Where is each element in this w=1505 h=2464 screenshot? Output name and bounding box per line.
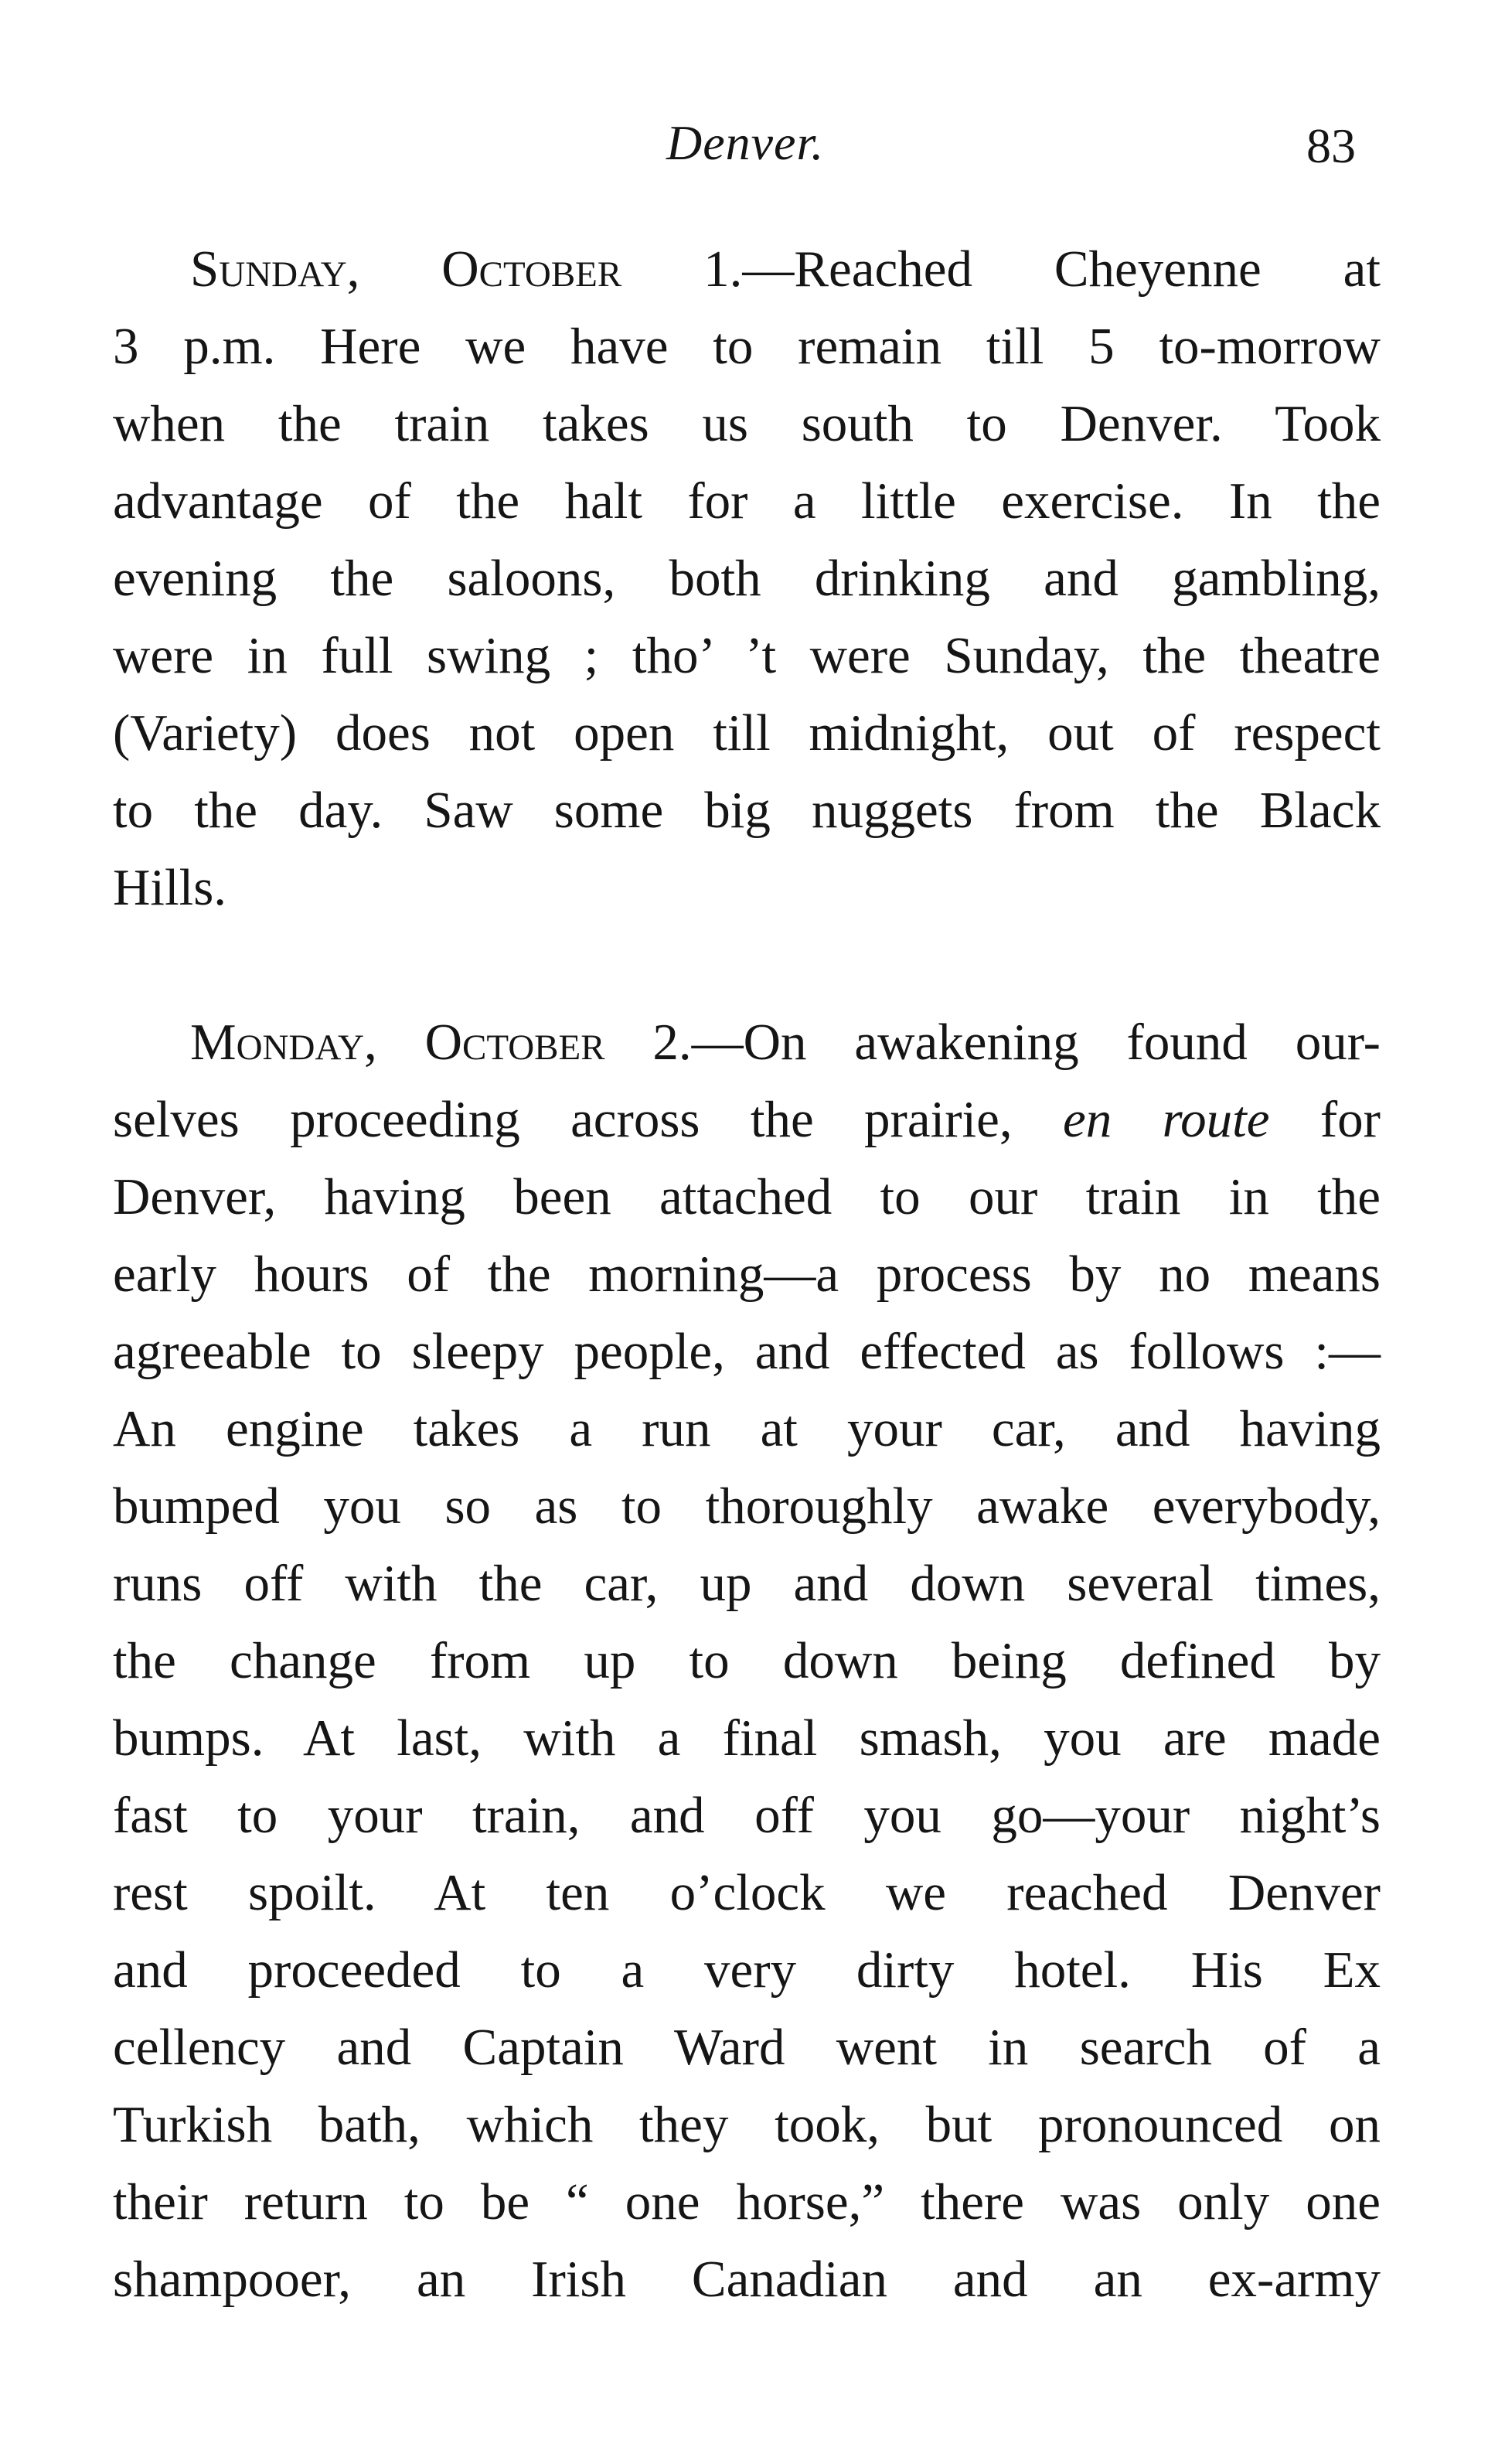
text-line xyxy=(113,230,1381,308)
text-line: the change from up to down being defined by xyxy=(113,1632,1381,1689)
text-line: (Variety) does not open till midnight, out of respect xyxy=(113,704,1381,762)
body-text xyxy=(113,230,1381,2318)
text-line: advantage of the halt for a little exercise. In the xyxy=(113,472,1381,530)
text-line: were in full swing ; tho’ ’t were Sunday, the theatre xyxy=(113,627,1381,684)
text-line xyxy=(113,1004,1381,1081)
text-line: cellency and Captain Ward went in search of a xyxy=(113,2019,1381,2076)
text-line: their return to be “ one horse,” there was only one xyxy=(113,2173,1381,2231)
text-line: when the train takes us south to Denver. Took xyxy=(113,395,1381,452)
text-line: bumps. At last, with a final smash, you are made xyxy=(113,1709,1381,1767)
text-line: Denver, having been attached to our train in the xyxy=(113,1168,1381,1225)
line-text: —On awakening found our- xyxy=(691,1014,1381,1071)
italic-phrase: en route xyxy=(1062,1091,1270,1148)
text-line: 3 p.m. Here we have to remain till 5 to-morrow xyxy=(113,318,1381,375)
text-line: shampooer, an Irish Canadian and an ex-army xyxy=(113,2251,1381,2308)
text-line: evening the saloons, both drinking and gambling, xyxy=(113,550,1381,607)
text-line: early hours of the morning—a process by no means xyxy=(113,1246,1381,1303)
paragraph-sunday-october-1 xyxy=(113,230,1381,926)
running-head xyxy=(0,114,1505,176)
entry-date: Monday, October 2. xyxy=(190,1014,692,1071)
line-text: for xyxy=(1269,1091,1381,1148)
text-line: and proceeded to a very dirty hotel. His Ex xyxy=(113,1941,1381,1999)
page-number: 83 xyxy=(1306,118,1356,173)
text-line: bumped you so as to thoroughly awake everybody, xyxy=(113,1477,1381,1535)
text-line: to the day. Saw some big nuggets from the Black xyxy=(113,782,1381,839)
paragraph-monday-october-2 xyxy=(113,1004,1381,2318)
text-line xyxy=(113,1081,1381,1158)
text-line: agreeable to sleepy people, and effected as follows :— xyxy=(113,1323,1381,1380)
text-line: Turkish bath, which they took, but pronounced on xyxy=(113,2096,1381,2153)
running-title: Denver. xyxy=(666,115,825,170)
line-text: —Reached Cheyenne at xyxy=(742,240,1381,298)
text-line: An engine takes a run at your car, and having xyxy=(113,1400,1381,1457)
entry-date: Sunday, October 1. xyxy=(190,240,743,298)
line-text: selves proceeding across the prairie, xyxy=(113,1091,1063,1148)
text-line: runs off with the car, up and down several times, xyxy=(113,1555,1381,1612)
text-line: fast to your train, and off you go—your night’s xyxy=(113,1787,1381,1844)
text-line: rest spoilt. At ten o’clock we reached Denver xyxy=(113,1864,1381,1921)
text-line: Hills. xyxy=(113,859,227,916)
